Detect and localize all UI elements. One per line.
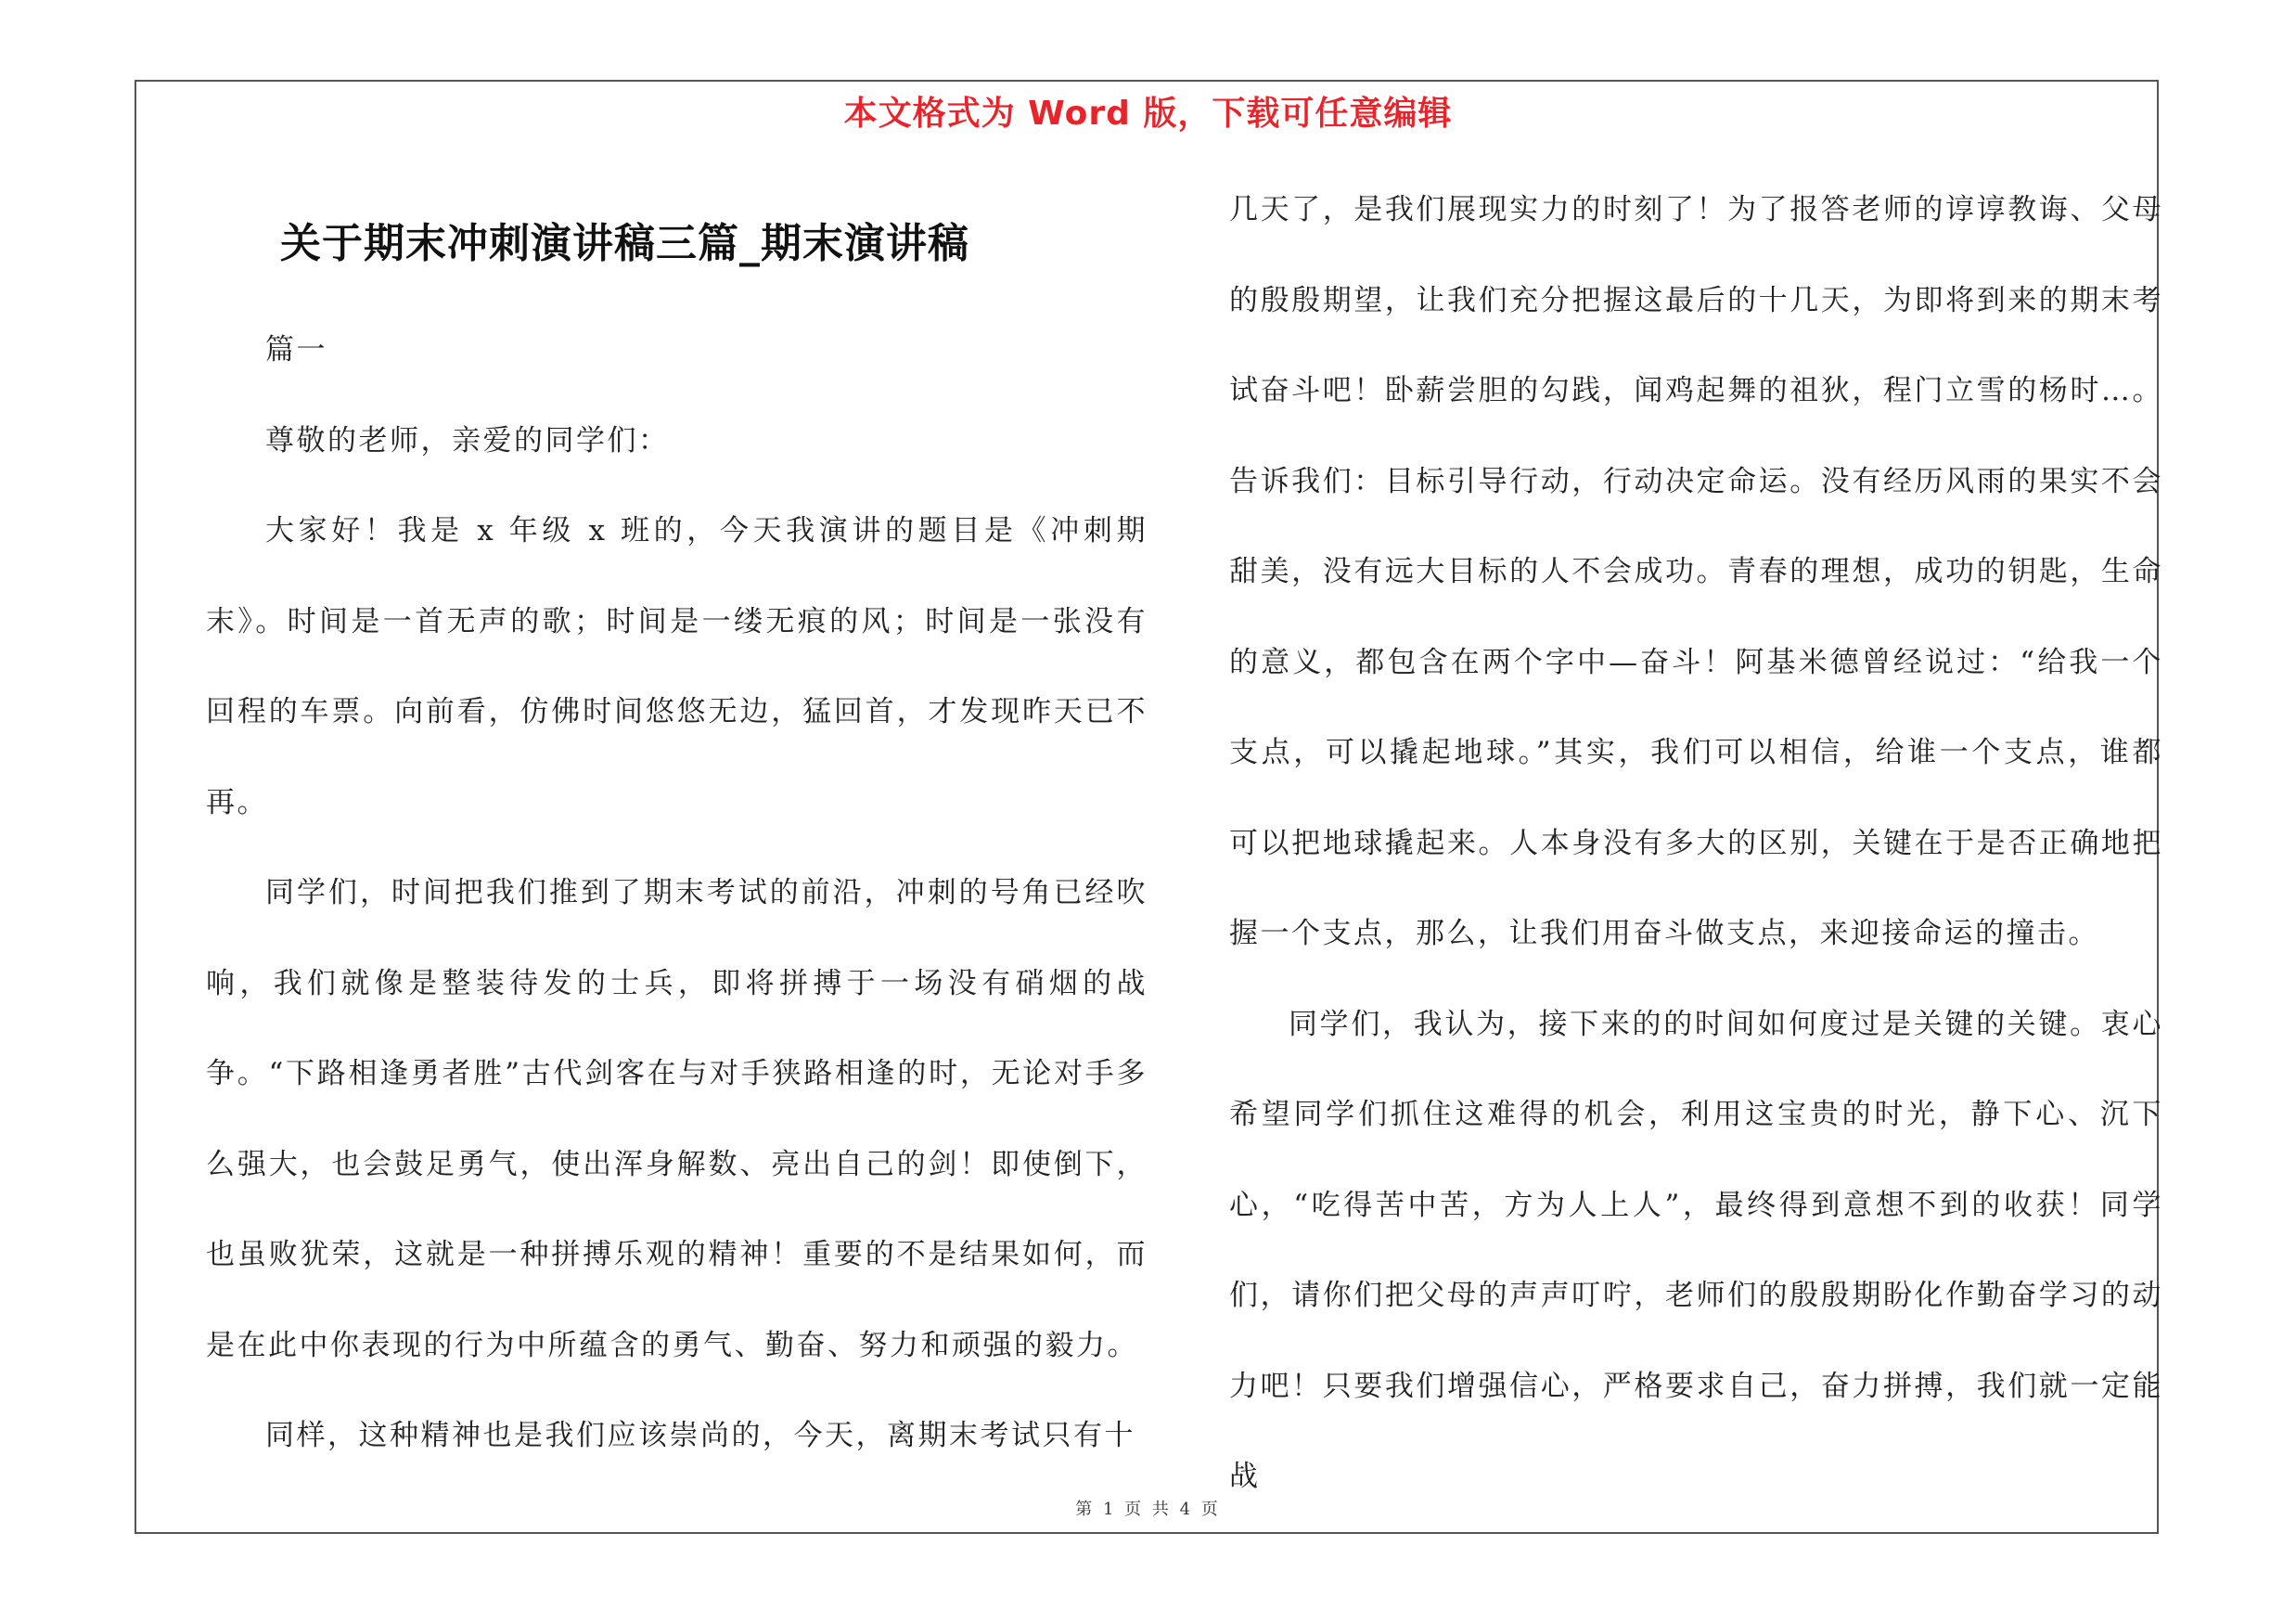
document-title: 关于期末冲刺演讲稿三篇_期末演讲稿 (280, 220, 969, 267)
paragraph: 同样，这种精神也是我们应该崇尚的，今天，离期末考试只有十 (265, 1419, 1135, 1452)
right-column (1229, 165, 2163, 1523)
salutation: 尊敬的老师，亲爱的同学们： (265, 423, 670, 457)
paragraph: 同学们，我认为，接下来的的时间如何度过是关键的关键。衷心希望同学们抓住这难得的机会，利用这宝贵的时光，静下心、沉下心，“吃得苦中苦，方为人上人”，最终得到意想不到的收获！同学们，请你们把父母的声声叮咛，老师们的殷殷期盼化作勤奋学习的动力吧！只要我们增强信心，严格要求自己，奋力拼搏，我们就一定能战 (1229, 1007, 2163, 1493)
paragraph: 同学们，时间把我们推到了期末考试的前沿，冲刺的号角已经吹响，我们就像是整装待发的士兵，即将拼搏于一场没有硝烟的战争。“下路相逢勇者胜”古代剑客在与对手狭路相逢的时，无论对手多么强大，也会鼓足勇气，使出浑身解数、亮出自己的剑！即使倒下，也虽败犹荣，这就是一种拼搏乐观的精神！重要的不是结果如何，而是在此中你表现的行为中所蕴含的勇气、勤奋、努力和顽强的毅力。 (206, 876, 1148, 1362)
section-label: 篇一 (265, 333, 327, 367)
format-notice-banner: 本文格式为 Word 版，下载可任意编辑 (843, 95, 1453, 133)
page-number-footer: 第 1 页 共 4 页 (1075, 1500, 1221, 1519)
left-column (206, 305, 1148, 1482)
paragraph: 大家好！我是 x 年级 x 班的，今天我演讲的题目是《冲刺期末》。时间是一首无声的歌；时间是一缕无痕的风；时间是一张没有回程的车票。向前看，仿佛时间悠悠无边，猛回首，才发现昨天已不再。 (206, 514, 1148, 819)
paragraph-continued: 几天了，是我们展现实力的时刻了！为了报答老师的谆谆教诲、父母的殷殷期望，让我们充分把握这最后的十几天，为即将到来的期末考试奋斗吧！卧薪尝胆的勾践，闻鸡起舞的祖狄，程门立雪的杨时…。告诉我们：目标引导行动，行动决定命运。没有经历风雨的果实不会甜美，没有远大目标的人不会成功。青春的理想，成功的钥匙，生命的意义，都包含在两个字中—奋斗！阿基米德曾经说过：“给我一个支点，可以撬起地球。”其实，我们可以相信，给谁一个支点，谁都可以把地球撬起来。人本身没有多大的区别，关键在于是否正确地把握一个支点，那么，让我们用奋斗做支点，来迎接命运的撞击。 (1229, 193, 2163, 950)
